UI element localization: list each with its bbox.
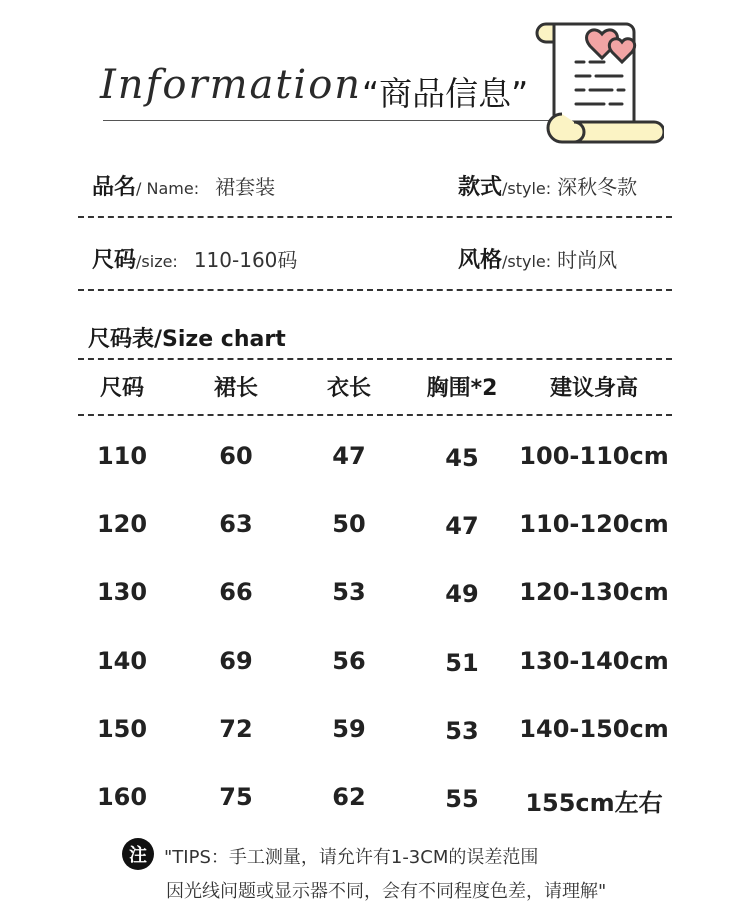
table-cell: 72: [219, 715, 253, 743]
table-cell: 53: [332, 578, 366, 606]
table-cell: 51: [445, 649, 479, 677]
column-header-chest: 胸围*2: [426, 376, 498, 401]
table-cell: 130: [96, 578, 148, 606]
info-size-label: 尺码: [92, 248, 137, 273]
table-cell: 75: [219, 783, 253, 811]
table-cell: 120: [96, 510, 148, 538]
table-cell: 155cm左右: [525, 789, 663, 817]
table-cell: 55: [445, 785, 479, 813]
info-name: [92, 170, 275, 201]
page-title: “商品信息”: [362, 74, 529, 113]
table-cell: 56: [332, 647, 366, 675]
divider-dashed: [78, 358, 672, 360]
column-header-size: 尺码: [99, 376, 145, 401]
table-cell: 110: [96, 442, 148, 470]
info-style-season: [458, 170, 637, 201]
info-size: [92, 243, 297, 274]
table-cell: 130-140cm: [519, 647, 669, 675]
script-information: Information: [100, 62, 363, 108]
info-size-sub: /size:: [136, 252, 178, 271]
table-cell: 60: [219, 442, 253, 470]
divider-dashed: [78, 216, 672, 218]
header-underline: [103, 120, 573, 121]
table-cell: 100-110cm: [519, 442, 669, 470]
table-cell: 53: [445, 717, 479, 745]
info-name-label: 品名: [92, 175, 137, 200]
table-cell: 49: [445, 580, 479, 608]
column-header-skirt-length: 裙长: [213, 376, 259, 401]
note-badge-icon: 注: [122, 838, 154, 870]
column-header-height: 建议身高: [549, 376, 639, 401]
divider-dashed: [78, 414, 672, 416]
tips-line-1: "TIPS：手工测量，请允许有1-3CM的误差范围: [164, 847, 539, 868]
table-cell: 47: [332, 442, 366, 470]
table-cell: 63: [219, 510, 253, 538]
table-cell: 140-150cm: [519, 715, 669, 743]
table-cell: 110-120cm: [519, 510, 669, 538]
info-style1-value: 深秋冬款: [557, 175, 638, 199]
table-cell: 62: [332, 783, 366, 811]
info-style1-label: 款式: [458, 175, 503, 200]
table-cell: 59: [332, 715, 366, 743]
table-cell: 120-130cm: [519, 578, 669, 606]
table-cell: 50: [332, 510, 366, 538]
info-style-fashion: [458, 243, 617, 274]
info-style1-sub: /style:: [502, 179, 552, 198]
table-cell: 140: [96, 647, 148, 675]
info-style2-value: 时尚风: [557, 248, 618, 272]
table-cell: 66: [219, 578, 253, 606]
info-name-sub: / Name:: [136, 179, 200, 198]
table-cell: 150: [96, 715, 148, 743]
info-style2-sub: /style:: [502, 252, 552, 271]
tips-line-2: 因光线问题或显示器不同，会有不同程度色差，请理解": [166, 881, 607, 902]
size-chart-heading: 尺码表/Size chart: [88, 327, 286, 352]
info-size-value: 110-160码: [193, 248, 298, 272]
table-cell: 160: [96, 783, 148, 811]
table-cell: 69: [219, 647, 253, 675]
info-name-value: 裙套装: [215, 175, 276, 199]
table-cell: 47: [445, 512, 479, 540]
column-header-top-length: 衣长: [326, 376, 372, 401]
info-style2-label: 风格: [458, 248, 503, 273]
divider-dashed: [78, 289, 672, 291]
scroll-hearts-icon: [532, 12, 664, 144]
table-cell: 45: [445, 444, 479, 472]
